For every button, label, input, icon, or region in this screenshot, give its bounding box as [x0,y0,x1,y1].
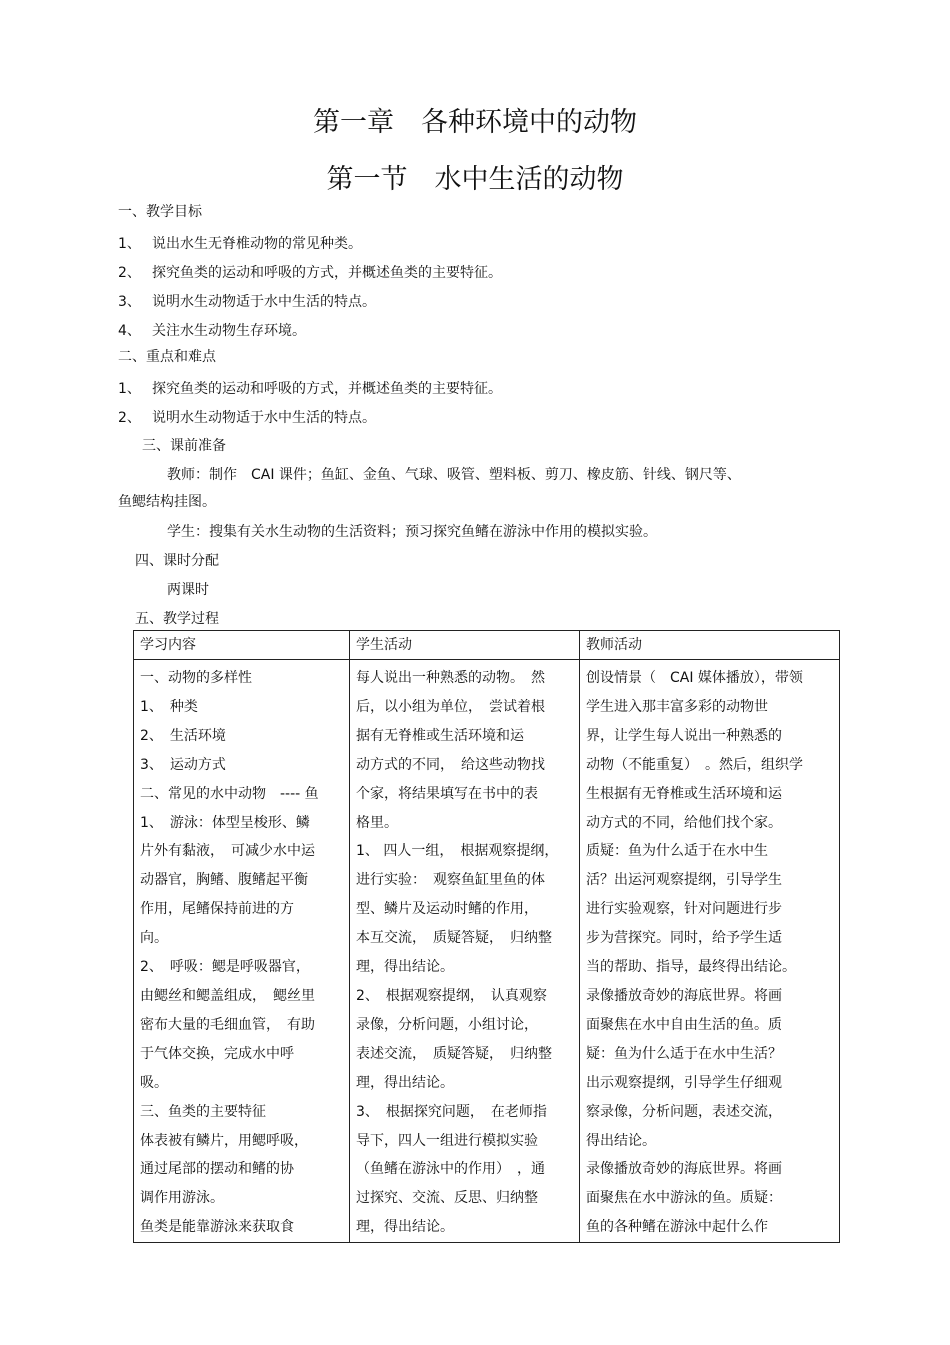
cell-line: 格里。 [356,814,398,831]
item-text: 探究鱼类的运动和呼吸的方式，并概述鱼类的主要特征。 [152,381,502,397]
cell-line: 过探究、交流、反思、归纳整 [356,1190,538,1207]
cell-line: 体表被有鳞片，用鳃呼吸， [140,1132,308,1149]
cell-line: 活？出运河观察提纲，引导学生 [586,872,782,889]
item-text: 探究鱼类的运动和呼吸的方式，并概述鱼类的主要特征。 [152,265,502,281]
cell-line: 作用，尾鳍保持前进的方 [140,901,294,918]
cell-line: 3、 运动方式 [140,756,226,773]
objective-item [118,292,376,312]
cell-line: 每人说出一种熟悉的动物。 然 [356,670,545,686]
cell-line: 创设情景（ CAI 媒体播放），带领 [586,670,803,686]
cell-line: 鱼类是能靠游泳来获取食 [140,1219,294,1236]
cell-line: 出示观察提纲，引导学生仔细观 [586,1074,782,1091]
cell-line: 进行实验观察，针对问题进行步 [586,901,782,918]
cell-line: 型、鳞片及运动时鳍的作用， [356,901,538,918]
cell-line: 据有无脊椎或生活环境和运 [356,727,524,744]
cell-line: 3、 根据探究问题， 在老师指 [356,1103,547,1120]
teaching-process-table [133,630,840,1243]
student-prep-line: 学生：搜集有关水生动物的生活资料；预习探究鱼鳍在游泳中作用的模拟实验。 [167,524,657,540]
item-text: 关注水生动物生存环境。 [152,323,306,339]
header-cell-teacher: 教师活动 [580,631,840,660]
objective-item [118,321,306,341]
cell-line: 界，让学生每人说出一种熟悉的 [586,727,782,744]
objectives-heading: 一、教学目标 [118,204,202,220]
cell-line: 质疑：鱼为什么适于在水中生 [586,843,768,860]
header-cell-content: 学习内容 [134,631,350,660]
cell-line: 通过尾部的摆动和鳍的协 [140,1161,294,1178]
cell-line: 吸。 [140,1074,168,1091]
item-number: 1、 [118,381,141,397]
cell-line: 于气体交换，完成水中呼 [140,1045,294,1062]
table-row [134,660,840,1243]
cell-line: 个家，将结果填写在书中的表 [356,785,538,802]
cell-line: 本互交流， 质疑答疑， 归纳整 [356,930,552,947]
cell-line: 当的帮助、指导，最终得出结论。 [586,959,796,976]
cell-line: 动器官，胸鳍、腹鳍起平衡 [140,872,308,889]
item-number: 3、 [118,294,141,310]
objective-item [118,234,362,254]
cell-line: 由鳃丝和鳃盖组成， 鳃丝里 [140,987,315,1004]
cell-line: 2、 生活环境 [140,727,226,744]
cell-line: 动物（不能重复） 。然后，组织学 [586,756,803,773]
cell-line: 进行实验： 观察鱼缸里鱼的体 [356,872,545,889]
preparation-heading: 三、课前准备 [142,438,226,454]
student-activity-cell [350,660,580,1243]
cell-line: 面聚焦在水中自由生活的鱼。质 [586,1016,782,1033]
teacher-prep-line: 鱼鳃结构挂图。 [118,494,216,510]
table-header-row [134,631,840,660]
cell-line: 面聚焦在水中游泳的鱼。质疑： [586,1190,782,1207]
teacher-prep-line: 教师：制作 CAI 课件；鱼缸、金鱼、气球、吸管、塑料板、剪刀、橡皮筋、针线、钢尺等、 [167,467,741,483]
cell-line: 得出结论。 [586,1132,656,1149]
cell-line: 录像播放奇妙的海底世界。将画 [586,1161,782,1178]
cell-line: 步为营探究。同时，给予学生适 [586,930,782,947]
cell-line: 表述交流， 质疑答疑， 归纳整 [356,1045,552,1062]
cell-line: 录像，分析问题，小组讨论， [356,1016,538,1033]
cell-line: （鱼鳍在游泳中的作用） ，通 [356,1161,545,1178]
keypoints-heading: 二、重点和难点 [118,349,216,365]
cell-line: 1、 游泳：体型呈梭形、鳞 [140,814,310,831]
cell-line: 一、动物的多样性 [140,670,252,686]
item-number: 1、 [118,236,141,252]
cell-line: 密布大量的毛细血管， 有助 [140,1016,315,1033]
process-heading: 五、教学过程 [135,611,219,627]
keypoint-item [118,379,502,399]
chapter-title: 第一章 各种环境中的动物 [313,107,637,138]
cell-line: 录像播放奇妙的海底世界。将画 [586,987,782,1004]
cell-line: 后，以小组为单位， 尝试着根 [356,698,545,715]
cell-line: 导下，四人一组进行模拟实验 [356,1132,538,1149]
section-title: 第一节 水中生活的动物 [326,164,624,195]
cell-line: 二、常见的水中动物 ---- 鱼 [140,785,319,802]
cell-line: 调作用游泳。 [140,1190,224,1207]
item-number: 2、 [118,265,141,281]
schedule-heading: 四、课时分配 [135,553,219,569]
content-cell [134,660,350,1243]
cell-line: 察录像，分析问题，表述交流， [586,1103,782,1120]
keypoint-item [118,408,376,428]
cell-line: 理，得出结论。 [356,1219,454,1236]
cell-line: 疑：鱼为什么适于在水中生活？ [586,1045,782,1062]
cell-line: 向。 [140,930,168,947]
cell-line: 生根据有无脊椎或生活环境和运 [586,785,782,802]
teacher-activity-cell [580,660,840,1243]
header-cell-student: 学生活动 [350,631,580,660]
cell-line: 理，得出结论。 [356,1074,454,1091]
cell-line: 三、鱼类的主要特征 [140,1103,266,1120]
cell-line: 理，得出结论。 [356,959,454,976]
item-number: 4、 [118,323,141,339]
schedule-value: 两课时 [167,582,209,598]
objective-item [118,263,502,283]
item-text: 说出水生无脊椎动物的常见种类。 [152,236,362,252]
cell-line: 2、 根据观察提纲， 认真观察 [356,987,547,1004]
cell-line: 动方式的不同，给他们找个家。 [586,814,782,831]
cell-line: 鱼的各种鳍在游泳中起什么作 [586,1219,768,1236]
cell-line: 动方式的不同， 给这些动物找 [356,756,545,773]
cell-line: 片外有黏液， 可减少水中运 [140,843,315,860]
item-text: 说明水生动物适于水中生活的特点。 [152,294,376,310]
cell-line: 2、 呼吸：鳃是呼吸器官， [140,959,310,976]
cell-line: 1、 四人一组， 根据观察提纲， [356,843,559,860]
cell-line: 学生进入那丰富多彩的动物世 [586,698,768,715]
cell-line: 1、 种类 [140,698,198,715]
item-text: 说明水生动物适于水中生活的特点。 [152,410,376,426]
item-number: 2、 [118,410,141,426]
